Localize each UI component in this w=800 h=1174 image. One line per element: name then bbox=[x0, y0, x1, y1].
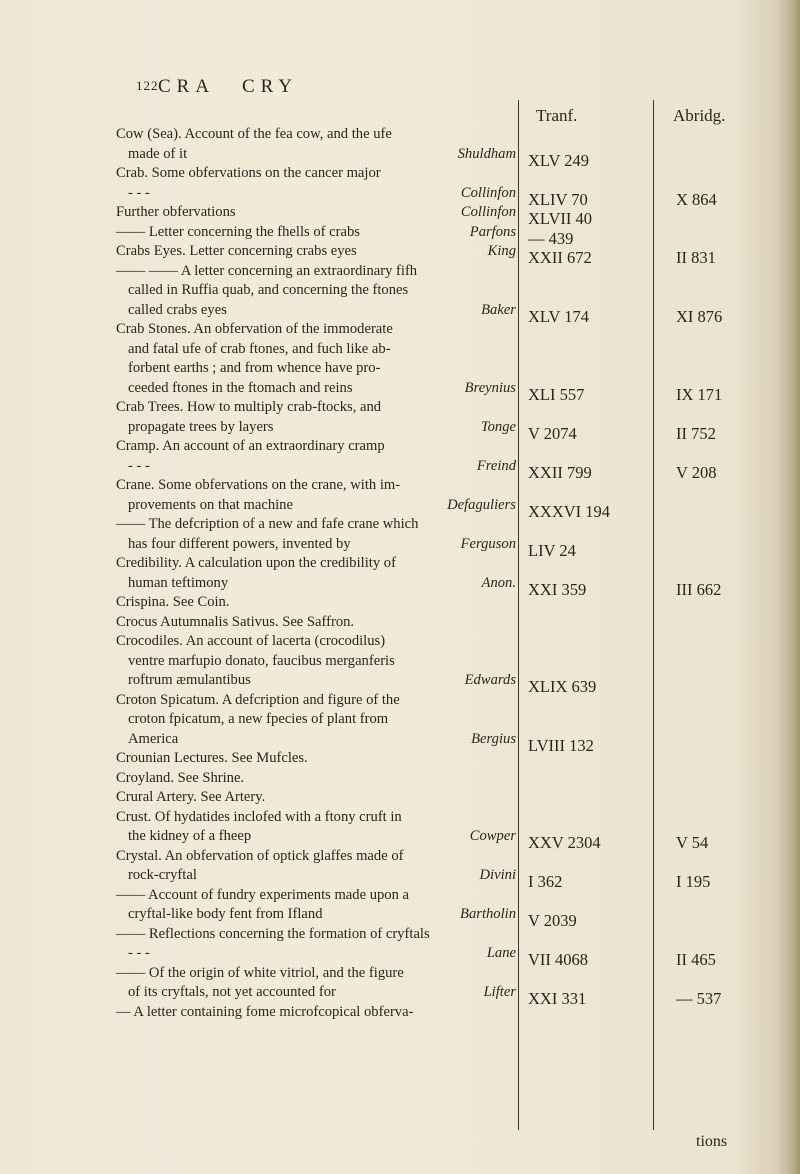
entry-text: provements on that machine bbox=[128, 496, 293, 513]
entry-line bbox=[116, 574, 516, 594]
entry-text: Crispina. See Coin. bbox=[116, 594, 230, 610]
index-entry bbox=[116, 847, 516, 886]
header-left-word: CRA bbox=[158, 76, 216, 97]
entry-text: Crystal. An obfervation of optick glaffes made of bbox=[116, 847, 404, 864]
transactions-reference: — 439 bbox=[528, 228, 574, 248]
entry-author: Collinfon bbox=[460, 184, 516, 201]
entry-line bbox=[116, 418, 516, 438]
header-right-word: CRY bbox=[242, 76, 299, 97]
transactions-reference: VII 4068 bbox=[528, 950, 589, 969]
entry-text: forbent earths ; and from whence have pro- bbox=[128, 360, 381, 376]
entry-line bbox=[116, 905, 516, 925]
entry-line bbox=[116, 944, 516, 964]
index-entry bbox=[116, 164, 516, 203]
entry-text: Crane. Some obfervations on the crane, with im- bbox=[116, 477, 401, 493]
entry-author: Breynius bbox=[464, 379, 516, 396]
entry-text: Crab Trees. How to multiply crab-ftocks, and bbox=[116, 399, 382, 415]
entry-line bbox=[116, 242, 516, 262]
index-entry bbox=[116, 749, 516, 769]
abridgment-reference: X 864 bbox=[676, 189, 717, 209]
entry-text: made of it bbox=[128, 145, 188, 162]
entry-author: Lane bbox=[486, 945, 516, 961]
entry-text: Crab. Some obfervations on the cancer major bbox=[116, 165, 381, 181]
index-entry bbox=[116, 223, 516, 243]
entry-line bbox=[116, 457, 516, 477]
entry-author: Freind bbox=[476, 457, 516, 474]
column-rule-right bbox=[653, 100, 654, 1130]
transactions-reference: XXI 331 bbox=[528, 989, 587, 1008]
entry-text: —— Reflections concerning the formation of cryftals bbox=[116, 925, 430, 942]
index-entry bbox=[116, 808, 516, 847]
index-entry bbox=[116, 320, 516, 398]
entry-line bbox=[116, 281, 516, 301]
entry-text: Crocodiles. An account of lacerta (crocodilus) bbox=[116, 633, 386, 649]
running-header bbox=[136, 76, 620, 98]
entry-text: called in Ruffia quab, and concerning the ftones bbox=[128, 282, 409, 298]
entry-line bbox=[116, 964, 516, 984]
index-entry bbox=[116, 769, 516, 789]
entry-line bbox=[116, 379, 516, 399]
entry-text: — A letter containing fome microfcopical obferva- bbox=[116, 1003, 414, 1020]
entry-text: Croton Spicatum. A defcription and figure of the bbox=[116, 691, 400, 708]
column-heading-transactions: Tranf. bbox=[536, 106, 578, 125]
index-entry bbox=[116, 203, 516, 223]
entry-line bbox=[116, 301, 516, 321]
entry-text: propagate trees by layers bbox=[128, 418, 274, 435]
index-entry bbox=[116, 788, 516, 808]
entry-author: Cowper bbox=[469, 828, 516, 844]
entry-line bbox=[116, 515, 516, 535]
entry-line bbox=[116, 749, 516, 769]
entry-author: Divini bbox=[479, 867, 516, 883]
column-rule-left bbox=[518, 100, 519, 1130]
entry-text: —— Of the origin of white vitriol, and the figure bbox=[116, 964, 404, 981]
index-entry bbox=[116, 632, 516, 691]
entry-line bbox=[116, 125, 516, 145]
index-entry bbox=[116, 398, 516, 437]
page-edge-shadow bbox=[778, 0, 800, 1174]
entry-text: and fatal ufe of crab ftones, and fuch like ab- bbox=[128, 340, 391, 357]
index-entries bbox=[116, 125, 516, 1022]
entry-author: Bergius bbox=[471, 730, 516, 747]
entry-text: Further obfervations bbox=[116, 204, 236, 220]
entry-line bbox=[116, 710, 516, 730]
entry-text: ceeded ftones in the ftomach and reins bbox=[128, 379, 353, 396]
catchword: tions bbox=[696, 1133, 728, 1150]
entry-text: Crabs Eyes. Letter concerning crabs eyes bbox=[116, 243, 357, 259]
entry-line bbox=[116, 632, 516, 652]
transactions-reference: XLIX 639 bbox=[528, 677, 597, 696]
entry-text: the kidney of a fheep bbox=[128, 828, 252, 844]
entry-author: Edwards bbox=[464, 672, 516, 688]
entry-text: Croyland. See Shrine. bbox=[116, 769, 245, 786]
entry-line bbox=[116, 223, 516, 243]
entry-text: Cramp. An account of an extraordinary cramp bbox=[116, 438, 385, 454]
abridgment-reference: II 752 bbox=[676, 423, 716, 443]
index-entry bbox=[116, 476, 516, 515]
entry-author: Ferguson bbox=[460, 535, 516, 552]
entry-text: croton fpicatum, a new fpecies of plant from bbox=[128, 711, 389, 727]
entry-text: Crural Artery. See Artery. bbox=[116, 789, 266, 805]
entry-line bbox=[116, 671, 516, 691]
transactions-reference: XLV 249 bbox=[528, 150, 589, 170]
transactions-reference: XLI 557 bbox=[528, 384, 585, 404]
index-entry bbox=[116, 925, 516, 964]
abridgment-reference: III 662 bbox=[676, 579, 722, 599]
entry-text: Credibility. A calculation upon the credibility of bbox=[116, 555, 396, 571]
entry-line bbox=[116, 184, 516, 204]
entry-line bbox=[116, 691, 516, 711]
index-entry bbox=[116, 886, 516, 925]
entry-author: Tonge bbox=[480, 418, 516, 435]
transactions-reference: XLVII 40 bbox=[528, 209, 593, 228]
entry-text: - - - bbox=[128, 945, 150, 961]
entry-line bbox=[116, 535, 516, 555]
entry-author: Collinfon bbox=[460, 204, 516, 220]
entry-text: America bbox=[128, 730, 179, 747]
entry-line bbox=[116, 164, 516, 184]
transactions-reference: LIV 24 bbox=[528, 540, 576, 560]
index-entry bbox=[116, 262, 516, 321]
index-entry bbox=[116, 554, 516, 593]
abridgment-reference: IX 171 bbox=[676, 384, 723, 404]
entry-text: —— The defcription of a new and fafe crane which bbox=[116, 516, 419, 532]
entry-line bbox=[116, 476, 516, 496]
entry-line bbox=[116, 652, 516, 672]
entry-line bbox=[116, 496, 516, 516]
entry-author: Baker bbox=[481, 301, 516, 318]
entry-author: Lifter bbox=[483, 984, 516, 1000]
entry-text: - - - bbox=[128, 457, 150, 474]
abridgment-reference: — 537 bbox=[676, 989, 722, 1008]
transactions-reference: XXI 359 bbox=[528, 579, 587, 599]
index-entry bbox=[116, 964, 516, 1003]
entry-line bbox=[116, 808, 516, 828]
entry-text: —— —— A letter concerning an extraordinary fifh bbox=[116, 262, 418, 279]
entry-line bbox=[116, 827, 516, 847]
entry-text: rock-cryftal bbox=[128, 867, 197, 883]
entry-line bbox=[116, 203, 516, 223]
page-number: 122 bbox=[136, 78, 159, 93]
entry-line bbox=[116, 554, 516, 574]
entry-line bbox=[116, 359, 516, 379]
abridgment-reference: XI 876 bbox=[676, 306, 723, 326]
entry-line bbox=[116, 769, 516, 789]
entry-author: Bartholin bbox=[460, 906, 516, 922]
transactions-reference: XXV 2304 bbox=[528, 833, 601, 852]
abridgment-reference: II 465 bbox=[676, 950, 716, 969]
abridgment-reference: V 54 bbox=[676, 833, 709, 852]
entry-text: human teftimony bbox=[128, 574, 229, 591]
index-entry bbox=[116, 242, 516, 262]
index-entry bbox=[116, 593, 516, 613]
transactions-reference: LVIII 132 bbox=[528, 735, 594, 755]
index-entry bbox=[116, 125, 516, 164]
entry-text: —— Account of fundry experiments made upon a bbox=[116, 886, 410, 903]
entry-author: Shuldham bbox=[457, 145, 516, 162]
entry-line bbox=[116, 320, 516, 340]
entry-text: ventre marfupio donato, faucibus merganferis bbox=[128, 652, 395, 669]
index-entry bbox=[116, 515, 516, 554]
entry-line bbox=[116, 593, 516, 613]
entry-line bbox=[116, 983, 516, 1003]
transactions-reference: XXXVI 194 bbox=[528, 501, 611, 521]
entry-text: Crounian Lectures. See Mufcles. bbox=[116, 750, 308, 766]
index-entry bbox=[116, 1003, 516, 1023]
transactions-reference: V 2039 bbox=[528, 911, 577, 930]
entry-text: cryftal-like body fent from Ifland bbox=[128, 906, 323, 922]
entry-line bbox=[116, 262, 516, 282]
entry-text: has four different powers, invented by bbox=[128, 535, 351, 552]
transactions-reference: XLIV 70 bbox=[528, 189, 588, 209]
transactions-reference: XXII 799 bbox=[528, 462, 592, 482]
index-entry bbox=[116, 613, 516, 633]
transactions-reference: V 2074 bbox=[528, 423, 577, 443]
entry-line bbox=[116, 730, 516, 750]
entry-text: —— Letter concerning the fhells of crabs bbox=[116, 223, 360, 240]
index-entry bbox=[116, 691, 516, 750]
entry-line bbox=[116, 145, 516, 165]
entry-text: Crocus Autumnalis Sativus. See Saffron. bbox=[116, 613, 355, 630]
entry-author: Anon. bbox=[481, 574, 516, 591]
entry-line bbox=[116, 925, 516, 945]
entry-line bbox=[116, 788, 516, 808]
abridgment-reference: II 831 bbox=[676, 248, 716, 267]
index-entry bbox=[116, 437, 516, 476]
abridgment-reference: I 195 bbox=[676, 872, 711, 891]
column-heading-abridgment: Abridg. bbox=[673, 106, 726, 125]
entry-line bbox=[116, 437, 516, 457]
transactions-reference: XLV 174 bbox=[528, 306, 589, 326]
abridgment-reference: V 208 bbox=[676, 462, 717, 482]
entry-text: called crabs eyes bbox=[128, 301, 227, 318]
transactions-reference: I 362 bbox=[528, 872, 563, 891]
entry-author: Defaguliers bbox=[447, 496, 516, 513]
entry-line bbox=[116, 398, 516, 418]
entry-author: King bbox=[487, 243, 516, 259]
entry-text: Cow (Sea). Account of the fea cow, and the ufe bbox=[116, 126, 392, 142]
entry-author: Parfons bbox=[469, 223, 516, 240]
transactions-reference: XXII 672 bbox=[528, 248, 592, 267]
entry-line bbox=[116, 866, 516, 886]
entry-line bbox=[116, 1003, 516, 1023]
entry-line bbox=[116, 613, 516, 633]
entry-text: of its cryftals, not yet accounted for bbox=[128, 984, 336, 1000]
entry-text: Crab Stones. An obfervation of the immoderate bbox=[116, 321, 393, 337]
entry-line bbox=[116, 340, 516, 360]
entry-line bbox=[116, 886, 516, 906]
entry-text: - - - bbox=[128, 184, 150, 201]
entry-text: Crust. Of hydatides inclofed with a ftony cruft in bbox=[116, 808, 402, 825]
entry-text: roftrum æmulantibus bbox=[128, 672, 251, 688]
entry-line bbox=[116, 847, 516, 867]
